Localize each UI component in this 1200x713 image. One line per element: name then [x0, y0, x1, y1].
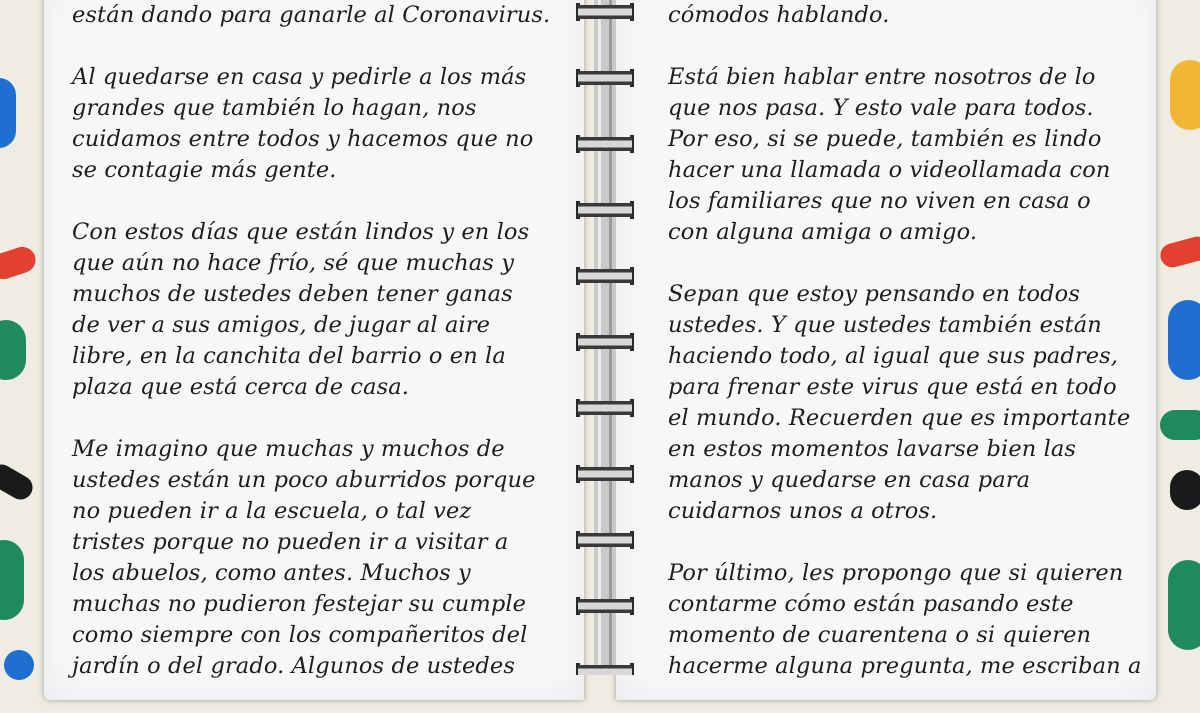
text-line: libre, en la canchita del barrio o en la: [72, 343, 506, 369]
text-line: Me imagino que muchas y muchos de: [72, 436, 505, 462]
text-line: de ver a sus amigos, de jugar al aire: [72, 312, 491, 338]
right-paragraph-2: [668, 62, 1146, 248]
text-line: manos y quedarse en casa para: [668, 467, 1031, 493]
text-line: para frenar este virus que está en todo: [668, 374, 1117, 400]
spiral-ring-icon: [576, 201, 634, 219]
spiral-ring-icon: [576, 597, 634, 615]
text-line: muchos de ustedes deben tener ganas: [72, 281, 513, 307]
text-line: están dando para ganarle al Coronavirus.: [72, 2, 551, 28]
bg-stroke-green-3: [1160, 410, 1200, 440]
text-line: hacer una llamada o videollamada con: [668, 157, 1111, 183]
text-line: ustedes están un poco aburridos porque: [72, 467, 536, 493]
right-page-text: [668, 0, 1146, 713]
left-paragraph-2: [72, 62, 572, 186]
text-line: tristes porque no pueden ir a visitar a: [72, 529, 509, 555]
text-line: que aún no hace frío, sé que muchas y: [72, 250, 515, 276]
text-line: jardín o del grado. Algunos de ustedes: [72, 653, 515, 679]
text-line: grandes que también lo hagan, nos: [72, 95, 477, 121]
bg-stroke-black-2: [1170, 470, 1200, 510]
text-line: cuidamos entre todos y hacemos que no: [72, 126, 534, 152]
left-paragraph-3: [72, 217, 572, 403]
text-line: el mundo. Recuerden que es importante: [668, 405, 1131, 431]
text-line: momento de cuarentena o si quieren: [668, 622, 1092, 648]
text-line: contarme cómo están pasando este: [668, 591, 1074, 617]
right-paragraph-4: [668, 558, 1146, 682]
bg-stroke-red: [0, 244, 39, 283]
text-line: plaza que está cerca de casa.: [72, 374, 410, 400]
bg-stroke-green-2: [0, 540, 24, 620]
text-line: cuidarnos unos a otros.: [668, 498, 938, 524]
spiral-ring-icon: [576, 267, 634, 285]
text-line: los abuelos, como antes. Muchos y: [72, 560, 471, 586]
bg-stroke-green: [0, 320, 26, 380]
text-line: Con estos días que están lindos y en los: [72, 219, 530, 245]
text-line: Está bien hablar entre nosotros de lo: [668, 64, 1096, 90]
text-line: cómodos hablando.: [668, 2, 890, 28]
text-line: como siempre con los compañeritos del: [72, 622, 528, 648]
bg-stroke-blue-3: [1168, 300, 1200, 380]
text-line: en estos momentos lavarse bien las: [668, 436, 1077, 462]
text-line: muchas no pudieron festejar su cumple: [72, 591, 527, 617]
spiral-ring-icon: [576, 69, 634, 87]
text-line: se contagie más gente.: [72, 157, 337, 183]
bg-stroke-green-4: [1168, 560, 1200, 650]
left-paragraph-4: [72, 434, 572, 682]
text-line: que nos pasa. Y esto vale para todos.: [668, 95, 1094, 121]
text-line: haciendo todo, al igual que sus padres,: [668, 343, 1119, 369]
bg-stroke-blue-2: [4, 650, 34, 680]
bg-stroke-black: [0, 460, 37, 504]
spiral-ring-icon: [576, 333, 634, 351]
text-line: Por último, les propongo que si quieren: [668, 560, 1124, 586]
bg-stroke-red-2: [1158, 234, 1200, 270]
left-page-text: [72, 0, 572, 713]
left-paragraph-1: [72, 0, 572, 31]
text-line: hacerme alguna pregunta, me escriban a: [668, 653, 1142, 679]
text-line: ustedes. Y que ustedes también están: [668, 312, 1102, 338]
right-paragraph-1: [668, 0, 1146, 31]
spiral-binding: [570, 0, 640, 675]
bg-stroke-blue: [0, 78, 16, 148]
spiral-ring-icon: [576, 399, 634, 417]
spiral-ring-icon: [576, 135, 634, 153]
right-paragraph-3: [668, 279, 1146, 527]
text-line: Sepan que estoy pensando en todos: [668, 281, 1080, 307]
spiral-ring-icon: [576, 531, 634, 549]
spiral-ring-icon: [576, 3, 634, 21]
text-line: con alguna amiga o amigo.: [668, 219, 978, 245]
bg-stroke-yellow: [1170, 60, 1200, 130]
text-line: Por eso, si se puede, también es lindo: [668, 126, 1102, 152]
text-line: no pueden ir a la escuela, o tal vez: [72, 498, 472, 524]
text-line: Al quedarse en casa y pedirle a los más: [72, 64, 527, 90]
text-line: los familiares que no viven en casa o: [668, 188, 1091, 214]
spiral-ring-icon: [576, 465, 634, 483]
